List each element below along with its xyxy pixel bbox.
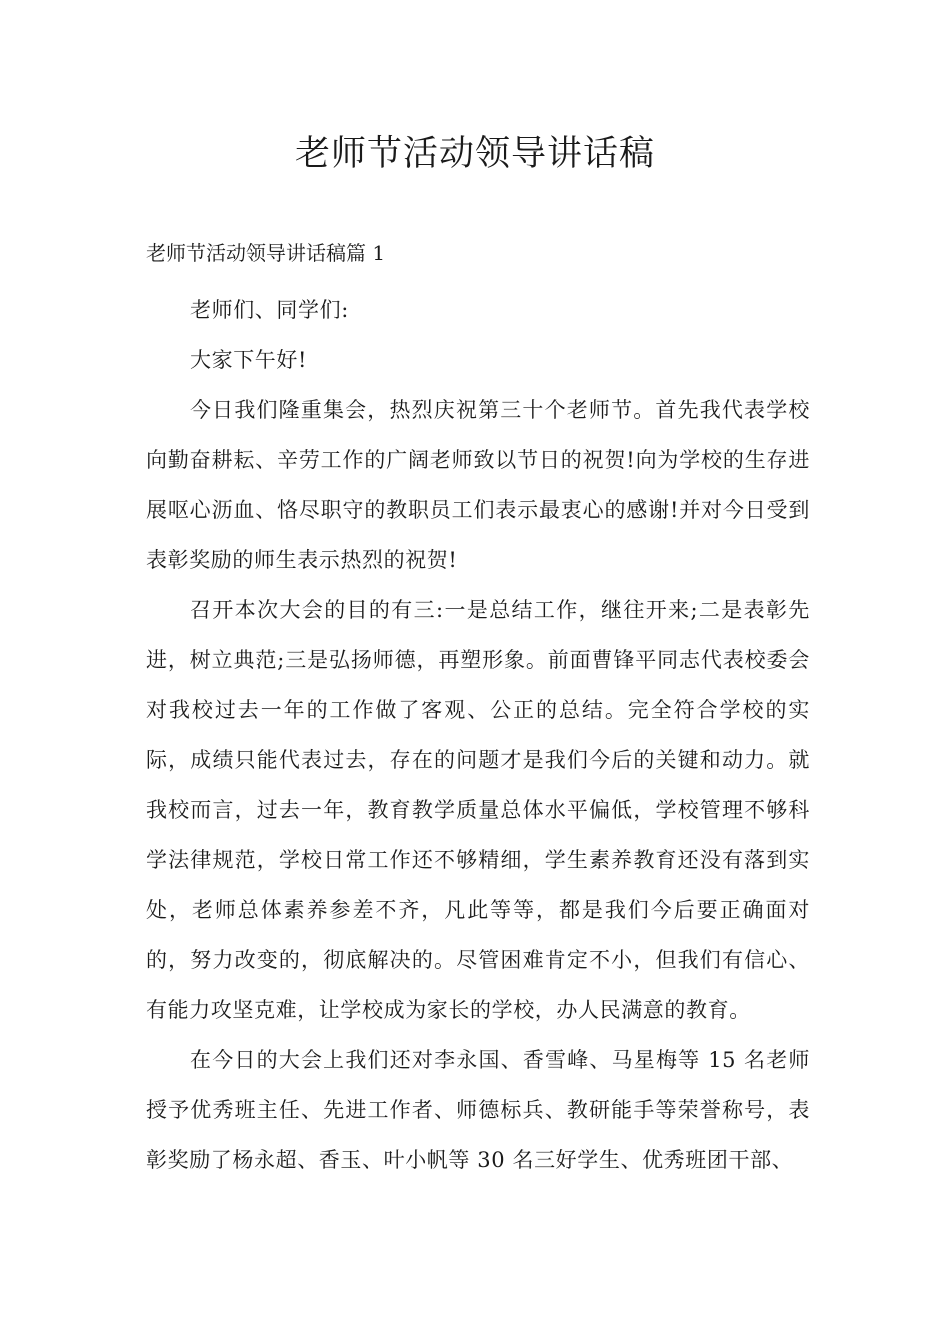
- paragraph-purpose: 召开本次大会的目的有三:一是总结工作，继往开来;二是表彰先进，树立典范;三是弘扬师德，再塑形象。前面曹锋平同志代表校委会对我校过去一年的工作做了客观、公正的总结。完全符合学校的实际，成绩只能代表过去，存在的问题才是我们今后的关键和动力。就我校而言，过去一年，教育教学质量总体水平偏低，学校管理不够科学法律规范，学校日常工作还不够精细，学生素养教育还没有落到实处，老师总体素养参差不齐，凡此等等，都是我们今后要正确面对的，努力改变的，彻底解决的。尽管困难肯定不小，但我们有信心、有能力攻坚克难，让学校成为家长的学校，办人民满意的教育。: [146, 598, 810, 1022]
- paragraph-salutation: 大家下午好!: [190, 348, 308, 372]
- paragraph-awards: 在今日的大会上我们还对李永国、香雪峰、马星梅等 15 名老师授予优秀班主任、先进工作者、师德标兵、教研能手等荣誉称号，表彰奖励了杨永超、香玉、叶小帆等 30 名三好学生、优秀班团干部、: [146, 1048, 810, 1172]
- paragraph-opening: 今日我们隆重集会，热烈庆祝第三十个老师节。首先我代表学校向勤奋耕耘、辛劳工作的广阔老师致以节日的祝贺!向为学校的生存进展呕心沥血、恪尽职守的教职员工们表示最衷心的感谢!并对今日受到表彰奖励的师生表示热烈的祝贺!: [146, 398, 810, 572]
- document-title: 老师节活动领导讲话稿: [294, 134, 655, 174]
- paragraph-greeting: 老师们、同学们:: [190, 298, 349, 322]
- document-body: [146, 285, 810, 1185]
- section-subtitle: 老师节活动领导讲话稿篇 1: [146, 241, 386, 265]
